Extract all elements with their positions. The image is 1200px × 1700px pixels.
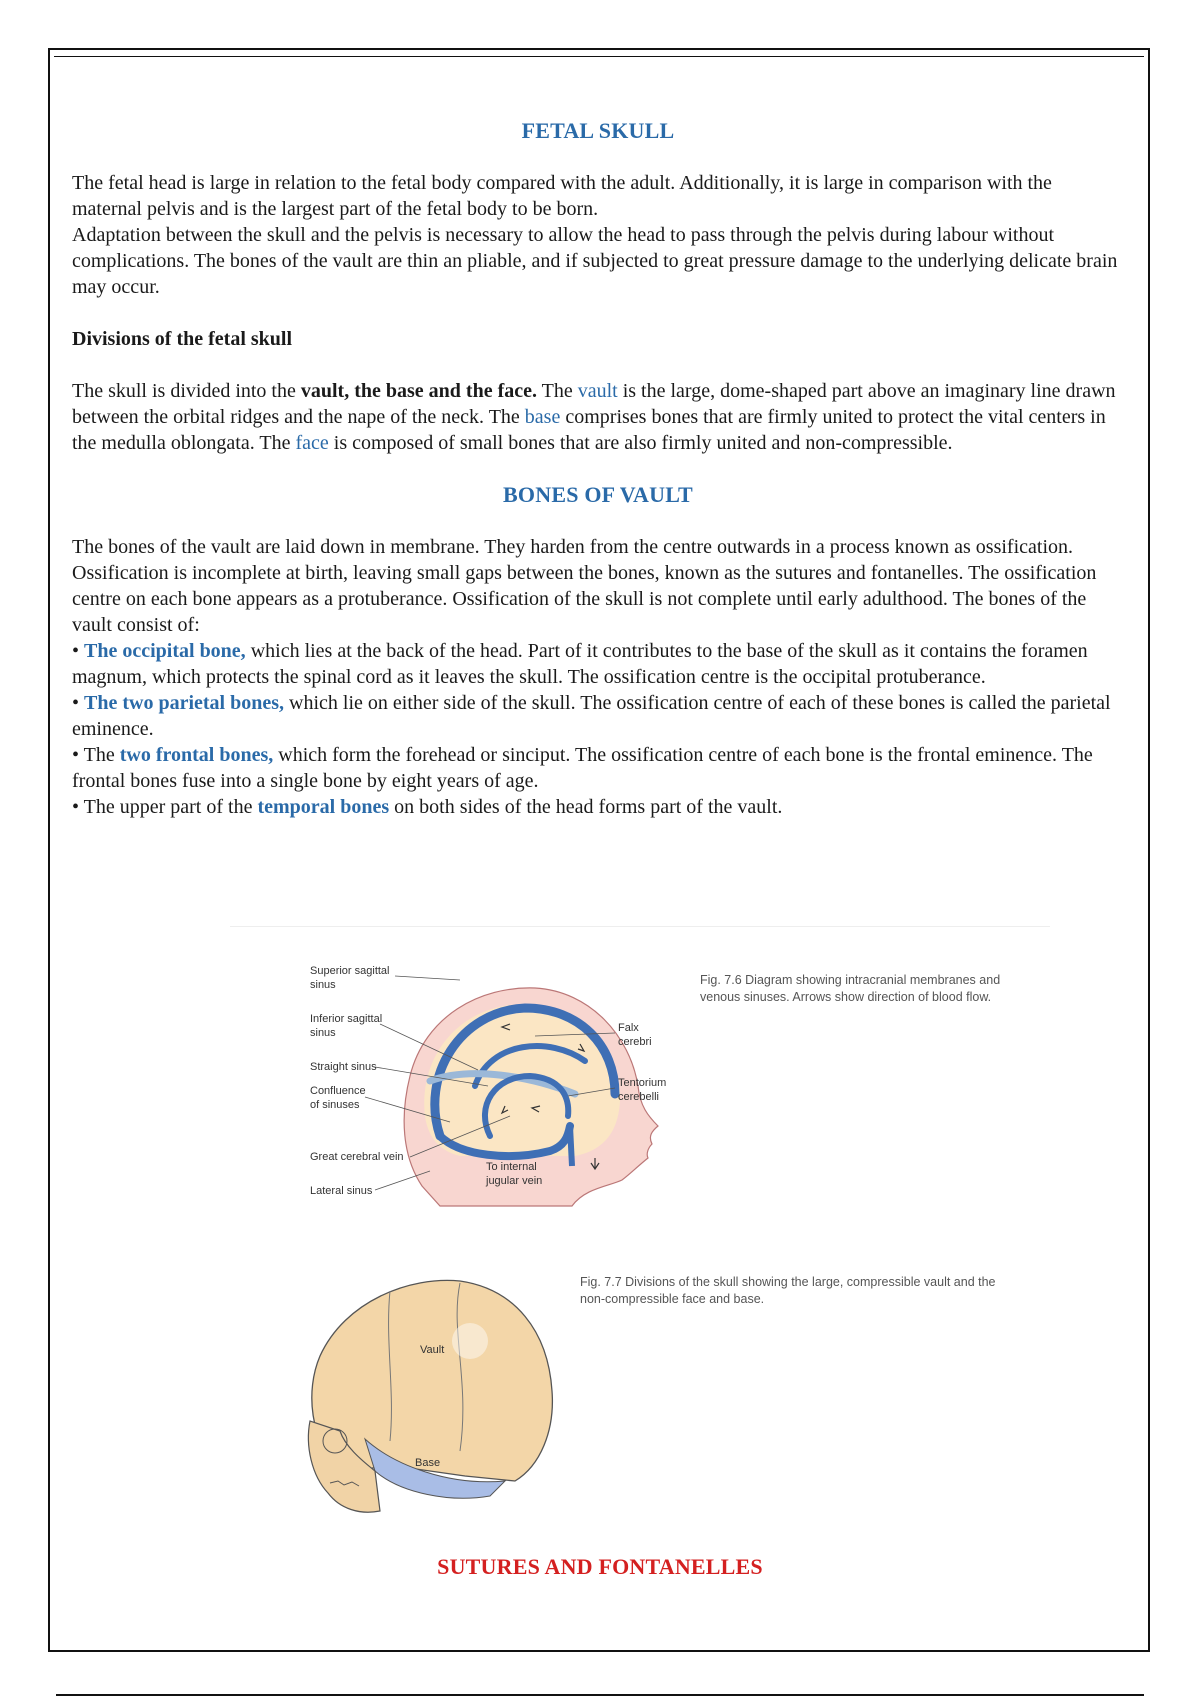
heading-bones-of-vault: BONES OF VAULT bbox=[503, 482, 693, 507]
intro-paragraph-2: Adaptation between the skull and the pelvis is necessary to allow the head to pass through the pelvis during labour without complications. The bones of the vault are thin an pliable, and if subjected to great pressure damage to the underlying delicate brain may occur. bbox=[72, 224, 1118, 298]
figure-divider bbox=[230, 926, 1050, 927]
divisions-heading: Divisions of the fetal skull bbox=[72, 328, 293, 350]
label-inferior-sagittal-2: sinus bbox=[310, 1027, 336, 1039]
fig-7-6-caption: Fig. 7.6 Diagram showing intracranial membranes and venous sinuses. Arrows show direction of blood flow. bbox=[700, 973, 1001, 1004]
label-inferior-sagittal-1: Inferior sagittal bbox=[310, 1013, 383, 1025]
label-superior-sagittal-2: sinus bbox=[310, 979, 336, 991]
document-body bbox=[72, 118, 1124, 820]
label-tentorium-1: Tentorium bbox=[618, 1077, 667, 1089]
bullet-occipital: • The occipital bone, which lies at the back of the head. Part of it contributes to the base of the skull as it contains the foramen magnum, which protects the spinal cord as it leaves the skull. The ossification centre is the occipital protuberance. bbox=[72, 640, 1088, 688]
figures-area bbox=[230, 926, 1050, 1526]
label-tentorium-2: cerebelli bbox=[618, 1091, 659, 1103]
bullet-parietal: • The two parietal bones, which lie on either side of the skull. The ossification centre of each of these bones is called the parietal eminence. bbox=[72, 692, 1111, 740]
divisions-paragraph: The skull is divided into the vault, the base and the face. The vault is the large, dome-shaped part above an imaginary line drawn between the orbital ridges and the nape of the neck. The base comprises bones that are firmly united to protect the vital centers in the medulla oblongata. The face is composed of small bones that are also firmly united and non-compressible. bbox=[72, 380, 1116, 454]
fig-7-7-diagram bbox=[300, 1271, 560, 1521]
label-falx-1: Falx bbox=[618, 1022, 639, 1034]
top-rule bbox=[54, 56, 1144, 57]
label-jugular-2: jugular vein bbox=[486, 1175, 543, 1187]
label-vault: Vault bbox=[420, 1344, 445, 1356]
fig-7-7-caption: Fig. 7.7 Divisions of the skull showing the large, compressible vault and the non-compressible face and base. bbox=[580, 1275, 996, 1306]
label-base: Base bbox=[415, 1457, 441, 1469]
label-superior-sagittal-1: Superior sagittal bbox=[310, 966, 390, 977]
intro-paragraph-1: The fetal head is large in relation to the fetal body compared with the adult. Additionally, it is large in comparison with the maternal pelvis and is the largest part of the fetal body to be born. bbox=[72, 172, 1052, 220]
term-base: base bbox=[524, 406, 561, 428]
label-falx-2: cerebri bbox=[618, 1036, 652, 1048]
label-jugular-1: To internal bbox=[486, 1161, 537, 1173]
bullet-frontal: • The two frontal bones, which form the forehead or sinciput. The ossification centre of each bone is the frontal eminence. The frontal bones fuse into a single bone by eight years of age. bbox=[72, 744, 1093, 792]
bullet-temporal: • The upper part of the temporal bones on both sides of the head forms part of the vault. bbox=[72, 796, 783, 818]
label-lateral-sinus: Lateral sinus bbox=[310, 1185, 373, 1197]
fig-7-6-diagram bbox=[310, 966, 670, 1216]
title-fetal-skull: FETAL SKULL bbox=[521, 118, 675, 143]
term-vault: vault bbox=[577, 380, 618, 402]
jugular-vein bbox=[570, 1126, 572, 1166]
bones-intro: The bones of the vault are laid down in membrane. They harden from the centre outwards in a process known as ossification. Ossification is incomplete at birth, leaving small gaps between the bones, known as the sutures and fontanelles. The ossification centre on each bone appears as a protuberance. Ossification of the skull is not complete until early adulthood. The bones of the vault consist of: bbox=[72, 536, 1097, 636]
label-confluence-1: Confluence bbox=[310, 1085, 366, 1097]
footer-rule bbox=[56, 1694, 1144, 1696]
label-great-cerebral-vein: Great cerebral vein bbox=[310, 1151, 404, 1163]
term-face: face bbox=[295, 432, 329, 454]
label-straight-sinus: Straight sinus bbox=[310, 1061, 377, 1073]
label-confluence-2: of sinuses bbox=[310, 1099, 360, 1111]
heading-sutures-fontanelles: SUTURES AND FONTANELLES bbox=[437, 1554, 763, 1579]
